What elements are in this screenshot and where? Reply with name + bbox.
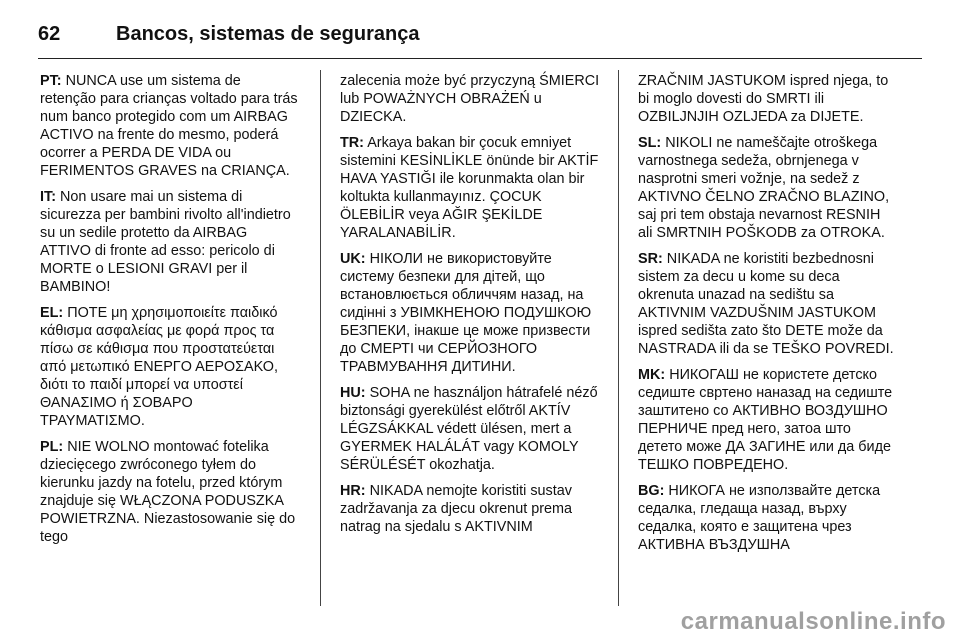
- column-divider: [618, 70, 619, 606]
- warning-entry-sr: [638, 250, 898, 358]
- continued-text: ZRAČNIM JASTUKOM ispred njega, to bi moglo dovesti do SMRTI ili OZBILJNJIH OZLJEDA za DIJETE.: [638, 73, 889, 125]
- warning-text: NIE WOLNO montować fotelika dziecięcego zwróconego tyłem do kierunku jazdy na fotelu, przed którym znajduje się WŁĄCZONA PODUSZKA POWIETRZNA. Niezastosowanie się do tego: [40, 439, 296, 545]
- warning-entry-el: [40, 304, 300, 430]
- warning-text: SOHA ne használjon hátrafelé néző biztonsági gyerekülést előtről AKTÍV LÉGZSÁKKAL védett ülésen, mert a GYERMEK HALÁLÁT vagy KOMOLY SÉRÜLÉSÉT okozhatja.: [340, 385, 598, 473]
- language-code: PL:: [40, 439, 64, 455]
- warning-text: NIKOLI ne nameščajte otroškega varnostnega sedeža, obrnjenega v nasprotni smeri vožnje, na sedež z AKTIVNO ČELNO ZRAČNO BLAZINO, saj pri tem obstaja nevarnost RESNIH ali SMRTNIH POŠKODB za OTROKA.: [638, 135, 890, 241]
- page-number: 62: [38, 22, 61, 45]
- page-header: [38, 18, 922, 50]
- warning-entry-it: [40, 188, 300, 296]
- warning-text: NIKADA nemojte koristiti sustav zadržavanja za djecu okrenut prema natrag na sjedalu s AKTIVNIM: [340, 483, 572, 535]
- watermark: carmanualsonline.info: [680, 608, 946, 635]
- warning-entry-pl: [40, 438, 300, 546]
- warning-text: ΠΟΤΕ μη χρησιμοποιείτε παιδικό κάθισμα ασφαλείας με φορά προς τα πίσω σε κάθισμα που προστατεύεται από μετωπικό ΕΝΕΡΓΟ ΑΕΡΟΣΑΚΟ, διότι το παιδί μπορεί να υποστεί ΘΑΝΑΣΙΜΟ ή ΣΟΒΑΡΟ ΤΡΑΥΜΑΤΙΣΜΟ.: [40, 305, 278, 429]
- language-code: EL:: [40, 305, 64, 321]
- language-code: HR:: [340, 483, 366, 499]
- warning-entry-pt: [40, 72, 300, 180]
- language-code: SR:: [638, 251, 663, 267]
- text-column-1: [40, 72, 300, 554]
- text-column-2: [340, 72, 600, 544]
- warning-entry-tr: [340, 134, 600, 242]
- warning-text: Arkaya bakan bir çocuk emniyet sistemini KESİNLİKLE önünde bir AKTİF HAVA YASTIĞI ile korunmakta olan bir koltukta kullanmayınız. ÇOCUK ÖLEBİLİR veya AĞIR ŞEKİLDE YARALANABİLİR.: [340, 135, 599, 241]
- header-rule: [38, 58, 922, 59]
- warning-text: Non usare mai un sistema di sicurezza per bambini rivolto all'indietro su un sedile protetto da AIRBAG ATTIVO di fronte ad esso: pericolo di MORTE o LESIONI GRAVI per il BAMBINO!: [40, 189, 291, 295]
- language-code: BG:: [638, 483, 665, 499]
- warning-text: NUNCA use um sistema de retenção para crianças voltado para trás num banco protegido com um AIRBAG ACTIVO na frente do mesmo, poderá ocorrer a PERDA DE VIDA ou FERIMENTOS GRAVES na CRIANÇA.: [40, 73, 298, 179]
- language-code: IT:: [40, 189, 56, 205]
- language-code: MK:: [638, 367, 666, 383]
- warning-text: НИКОГАШ не користете детско седиште свртено наназад на седиште заштитено со АКТИВНО ВОЗДУШНО ПЕРНИЧЕ пред него, затоа што детето може ДА ЗАГИНЕ или да биде ТЕШКО ПОВРЕДЕНО.: [638, 367, 893, 473]
- page-title: Bancos, sistemas de segurança: [116, 22, 420, 45]
- language-code: UK:: [340, 251, 366, 267]
- language-code: PT:: [40, 73, 62, 89]
- column-divider: [320, 70, 321, 606]
- language-code: HU:: [340, 385, 366, 401]
- warning-text: НІКОЛИ не використовуйте систему безпеки для дітей, що встановлюється обличчям назад, на сидінні з УВІМКНЕНОЮ ПОДУШКОЮ БЕЗПЕКИ, інакше це може призвести до СМЕРТІ чи СЕРЙОЗНОГО ТРАВМУВАННЯ ДИТИНИ.: [340, 251, 592, 375]
- warning-entry-sl: [638, 134, 898, 242]
- warning-entry-mk: [638, 366, 898, 474]
- language-code: TR:: [340, 135, 364, 151]
- warning-entry-hu: [340, 384, 600, 474]
- warning-entry-uk: [340, 250, 600, 376]
- warning-entry-hr: [340, 482, 600, 536]
- warning-text: НИКОГА не използвайте детска седалка, гледаща назад, върху седалка, която е защитена чрез АКТИВНА ВЪЗДУШНА: [638, 483, 881, 553]
- text-column-3: [638, 72, 898, 562]
- language-code: SL:: [638, 135, 662, 151]
- warning-text: NIKADA ne koristiti bezbednosni sistem za decu u kome su deca okrenuta unazad na sedištu sa AKTIVNIM VAZDUŠNIM JASTUKOM ispred sedišta zato što DETE može da NASTRADA ili da se TEŠKO POVREDI.: [638, 251, 894, 357]
- continued-text: zalecenia może być przyczyną ŚMIERCI lub POWAŻNYCH OBRAŻEŃ u DZIECKA.: [340, 73, 600, 125]
- warning-entry-bg: [638, 482, 898, 554]
